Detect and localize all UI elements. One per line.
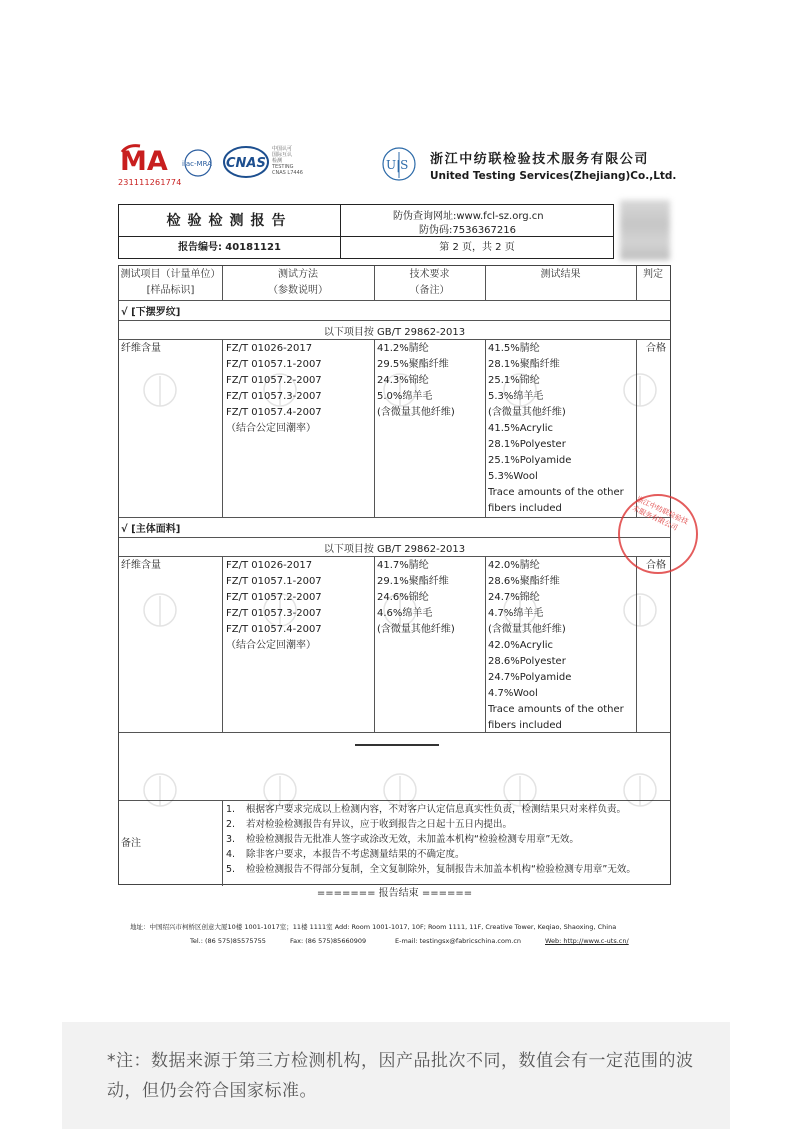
company-name-cn: 浙江中纺联检验技术服务有限公司: [430, 152, 650, 167]
test-results: 42.0%腈纶 28.6%聚酯纤维 24.7%锦纶 4.7%绵羊毛 (含微量其他纤维) 42.0%Acrylic 28.6%Polyester 24.7%Polyamide 4.7%Wool Trace amounts of the other fibers included: [488, 560, 624, 731]
watermark-icon: [620, 770, 660, 820]
judgement: 合格: [646, 560, 666, 571]
footer-email: E-mail: testingsx@fabricschina.com.cn: [395, 937, 522, 945]
uts-logo: [380, 146, 418, 186]
watermark-icon: [380, 590, 420, 640]
footer-address: 地址：中国绍兴市柯桥区创意大厦10楼 1001-1017室；11楼 1111室 Add: Room 1001-1017, 10F; Room 1111, 11F, Creative Tower, Keqiao, Shaoxing, China: [130, 923, 617, 931]
header-item: 测试项目（计量单位） [样品标识]: [120, 269, 221, 296]
footer-tel: Tel.: (86 575)85575755: [190, 937, 266, 945]
ilac-mra-logo: [178, 148, 218, 178]
watermark-icon: [380, 770, 420, 820]
svg-text:ilac-MRA: ilac-MRA: [182, 160, 212, 168]
cnas-side-text: 中国认可 国际互认 检测 TESTING CNAS L7446: [272, 146, 303, 176]
company-header: [380, 146, 680, 190]
header-judgement: 判定: [643, 269, 663, 280]
watermark-icon: [500, 370, 540, 420]
watermark-icon: [260, 370, 300, 420]
test-item: 纤维含量: [121, 343, 161, 354]
report-title-block: [118, 204, 614, 259]
note-item: 1. 根据客户要求完成以上检测内容，不对客户认定信息真实性负责，检测结果只对来样负责。: [226, 804, 627, 815]
technical-requirements: 41.2%腈纶 29.5%聚酯纤维 24.3%锦纶 5.0%绵羊毛 (含微量其他纤维): [377, 343, 455, 418]
report-title: 检验检测报告: [119, 205, 341, 237]
watermark-icon: [260, 590, 300, 640]
note-item: 4. 除非客户要求，本报告不考虑测量结果的不确定度。: [226, 849, 465, 860]
header-requirement: 技术要求 （备注）: [409, 269, 450, 296]
technical-requirements: 41.7%腈纶 29.1%聚酯纤维 24.6%锦纶 4.6%绵羊毛 (含微量其他纤维): [377, 560, 455, 635]
disclaimer-box: [62, 1022, 730, 1129]
watermark-icon: [500, 770, 540, 820]
watermark-icon: [260, 770, 300, 820]
watermark-icon: [140, 770, 180, 820]
watermark-icon: [380, 370, 420, 420]
report-number: 报告编号: 40181121: [119, 237, 341, 258]
redacted-area: [620, 200, 670, 260]
company-name-en: United Testing Services(Zhejiang)Co.,Ltd.: [430, 170, 677, 182]
section-title: √ [下摆罗纹]: [121, 307, 181, 318]
svg-text:CNAS: CNAS: [226, 156, 266, 171]
watermark-icon: [140, 370, 180, 420]
cma-logo: [118, 142, 170, 178]
section-standard: 以下项目按 GB/T 29862-2013: [323, 544, 466, 555]
test-methods: FZ/T 01026-2017 FZ/T 01057.1-2007 FZ/T 01057.2-2007 FZ/T 01057.3-2007 FZ/T 01057.4-2007 （结合公定回潮率）: [226, 343, 322, 434]
test-item: 纤维含量: [121, 560, 161, 571]
stamp-text: 浙江中纺联检验技术服务有限公司: [631, 495, 690, 533]
note-item: 2. 若对检验检测报告有异议，应于收到报告之日起十五日内提出。: [226, 819, 513, 830]
note-item: 5. 检验检测报告不得部分复制，全文复制除外，复制报告未加盖本机构“检验检测专用章”无效。: [226, 864, 636, 875]
watermark-icon: [500, 590, 540, 640]
footer-fax: Fax: (86 575)85660909: [290, 937, 367, 945]
section-title: √ [主体面料]: [121, 524, 181, 535]
header-result: 测试结果: [540, 269, 581, 280]
watermark-icon: [620, 590, 660, 640]
disclaimer-text: *注：数据来源于第三方检测机构，因产品批次不同，数值会有一定范围的波动，但仍会符合国家标准。: [107, 1051, 694, 1101]
page-indicator: 第 2 页，共 2 页: [439, 242, 515, 253]
cnas-logo: [222, 144, 270, 180]
watermark-icon: [140, 590, 180, 640]
cma-number: 231111261774: [118, 178, 182, 187]
header-method: 测试方法 （参数说明）: [268, 269, 328, 296]
watermark-icon: [620, 370, 660, 420]
verification-info: 防伪查询网址:www.fcl-sz.org.cn 防伪码:7536367216: [341, 205, 613, 237]
judgement: 合格: [646, 343, 666, 354]
test-results: 41.5%腈纶 28.1%聚酯纤维 25.1%锦纶 5.3%绵羊毛 (含微量其他纤维) 41.5%Acrylic 28.1%Polyester 25.1%Polyamide 5.3%Wool Trace amounts of the other fibers included: [488, 343, 624, 514]
test-methods: FZ/T 01026-2017 FZ/T 01057.1-2007 FZ/T 01057.2-2007 FZ/T 01057.3-2007 FZ/T 01057.4-2007 （结合公定回潮率）: [226, 560, 322, 651]
certification-logos: [118, 142, 318, 192]
remarks-label: 备注: [121, 838, 141, 849]
svg-text:U|S: U|S: [386, 158, 409, 172]
footer-web: Web: http://www.c-uts.cn/: [545, 937, 629, 945]
report-end: ======= 报告结束 ======: [316, 888, 473, 899]
svg-text:MA: MA: [120, 146, 168, 177]
note-item: 3. 检验检测报告无批准人签字或涂改无效，未加盖本机构“检验检测专用章”无效。: [226, 834, 579, 845]
section-standard: 以下项目按 GB/T 29862-2013: [323, 327, 466, 338]
